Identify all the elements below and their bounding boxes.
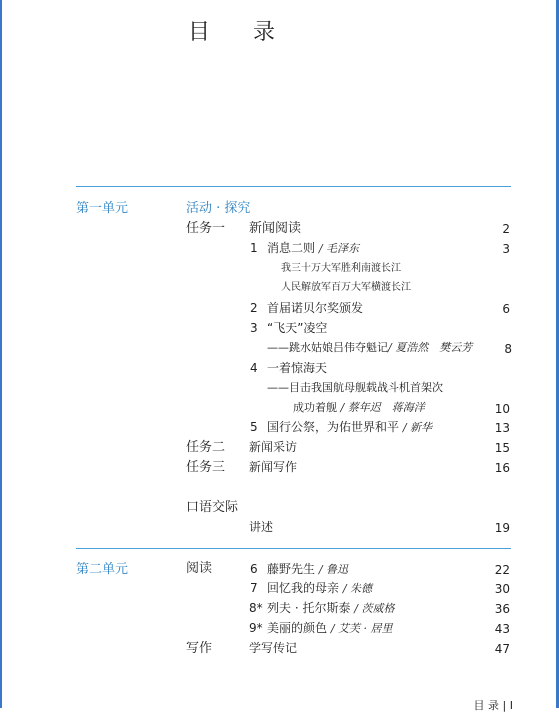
lesson-3-author: / 夏浩然 樊云芳 xyxy=(388,341,473,354)
lesson-1-subtitle-1: 我三十万大军胜利南渡长江 xyxy=(281,263,401,274)
lesson-8-page: 36 xyxy=(494,602,510,616)
lesson-2-title: 首届诺贝尔奖颁发 xyxy=(267,301,364,315)
lesson-3-number: 3 xyxy=(250,321,258,335)
lesson-6-title: 藤野先生 / 鲁迅 xyxy=(267,562,349,576)
lesson-1-author: / 毛泽东 xyxy=(318,242,360,255)
lesson-8-author: / 茨威格 xyxy=(354,602,395,615)
writing-label: 写作 xyxy=(186,641,213,656)
lesson-2-number: 2 xyxy=(250,301,258,315)
lesson-5-title: 国行公祭，为佑世界和平 / 新华 xyxy=(267,420,433,434)
task-2-page: 15 xyxy=(494,441,510,455)
task-3-page: 16 xyxy=(494,461,510,475)
lesson-6-author: / 鲁迅 xyxy=(318,563,349,576)
page-title: 目 录 xyxy=(188,20,293,45)
unit-1-rule xyxy=(76,186,511,187)
task-1-page: 2 xyxy=(502,222,510,236)
lesson-3-page: 8 xyxy=(504,342,512,356)
lesson-7-number: 7 xyxy=(250,581,258,595)
lesson-9-title: 美丽的颜色 / 艾芙 · 居里 xyxy=(267,621,393,635)
task-2-label: 任务二 xyxy=(186,440,226,455)
lesson-8-number: 8* xyxy=(249,601,263,615)
lesson-1-number: 1 xyxy=(250,241,258,255)
reading-label: 阅读 xyxy=(186,561,213,576)
page-footer: 目 录 | I xyxy=(473,699,513,712)
lesson-9-author: / 艾芙 · 居里 xyxy=(330,622,393,635)
lesson-5-author: / 新华 xyxy=(402,421,433,434)
task-1-title: 新闻阅读 xyxy=(249,221,302,236)
lesson-4-number: 4 xyxy=(250,361,258,375)
left-edge-line xyxy=(0,0,2,708)
lesson-3-title: “飞天”凌空 xyxy=(267,321,328,335)
lesson-6-page: 22 xyxy=(494,563,510,577)
oral-item-page: 19 xyxy=(494,521,510,535)
lesson-7-author: / 朱德 xyxy=(342,582,373,595)
oral-section-label: 口语交际 xyxy=(186,500,239,515)
unit-2-rule xyxy=(76,548,511,549)
writing-page: 47 xyxy=(494,642,510,656)
lesson-6-number: 6 xyxy=(250,562,258,576)
lesson-5-number: 5 xyxy=(250,420,258,434)
lesson-4-title: 一着惊海天 xyxy=(267,361,328,375)
lesson-3-subtitle: ——跳水姑娘吕伟夺魁记/ 夏浩然 樊云芳 xyxy=(267,341,473,354)
lesson-1-page: 3 xyxy=(502,242,510,256)
task-3-title: 新闻写作 xyxy=(249,460,298,474)
lesson-9-number: 9* xyxy=(249,621,263,635)
unit-2-label: 第二单元 xyxy=(76,562,129,577)
oral-item-title: 讲述 xyxy=(249,520,274,534)
unit-1-section-title: 活动 · 探究 xyxy=(186,201,251,216)
task-3-label: 任务三 xyxy=(186,460,226,475)
lesson-1-title: 消息二则 / 毛泽东 xyxy=(267,241,360,255)
task-2-title: 新闻采访 xyxy=(249,440,298,454)
lesson-8-title: 列夫 · 托尔斯泰 / 茨威格 xyxy=(267,601,395,615)
lesson-4-page: 10 xyxy=(494,402,510,416)
lesson-5-page: 13 xyxy=(494,421,510,435)
writing-title: 学写传记 xyxy=(249,641,298,655)
lesson-4-subtitle: ——目击我国航母舰载战斗机首架次 xyxy=(267,381,443,394)
lesson-9-page: 43 xyxy=(494,622,510,636)
lesson-7-page: 30 xyxy=(494,582,510,596)
lesson-1-subtitle-2: 人民解放军百万大军横渡长江 xyxy=(281,282,411,293)
task-1-label: 任务一 xyxy=(186,221,226,236)
lesson-4-subtitle-cont: 成功着舰 / 蔡年迟 蒋海洋 xyxy=(293,401,425,414)
lesson-7-title: 回忆我的母亲 / 朱德 xyxy=(267,581,373,595)
lesson-4-author: / 蔡年迟 蒋海洋 xyxy=(340,401,425,414)
lesson-2-page: 6 xyxy=(502,302,510,316)
unit-1-label: 第一单元 xyxy=(76,201,129,216)
